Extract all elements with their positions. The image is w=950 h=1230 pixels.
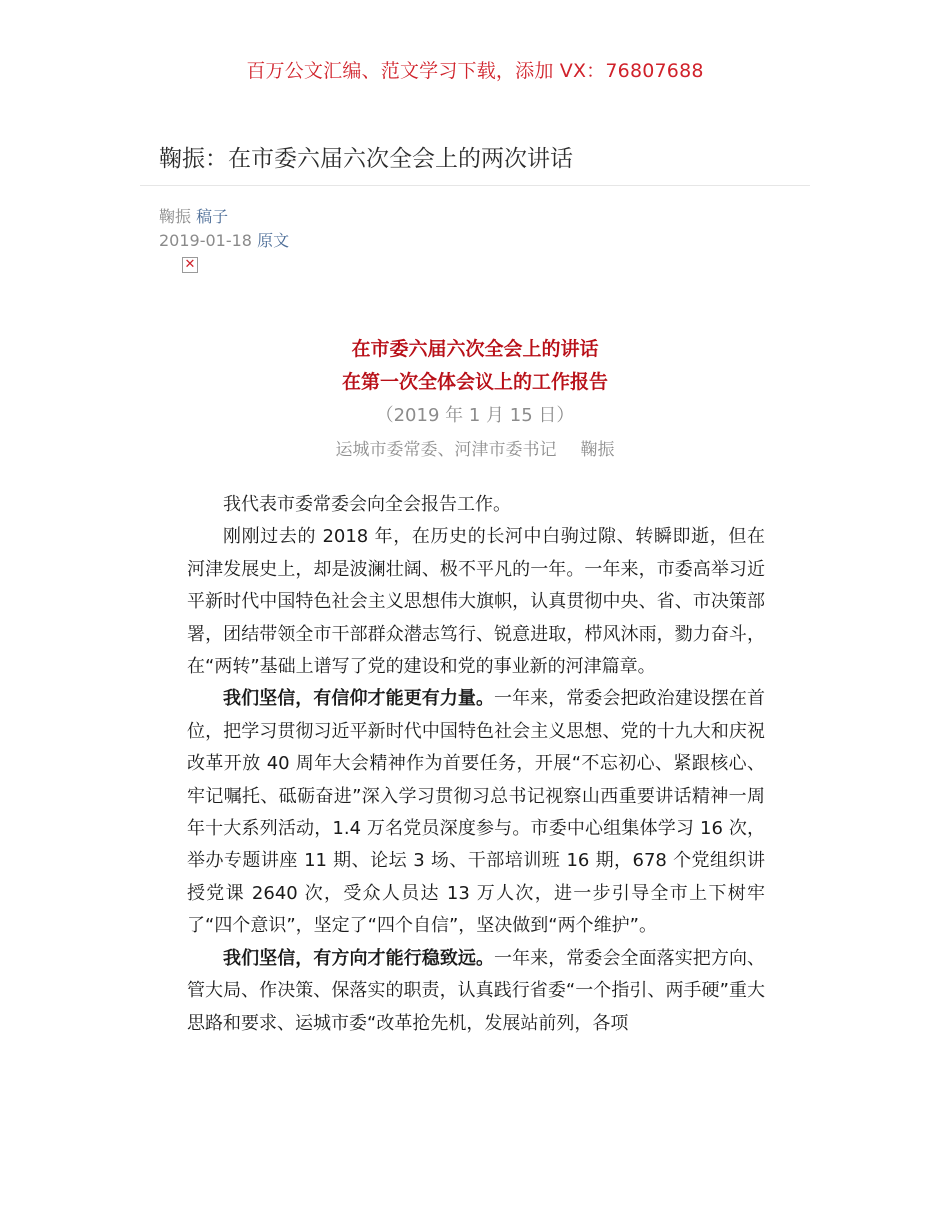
paragraph-3-text: 一年来，常委会把政治建设摆在首位，把学习贯彻习近平新时代中国特色社会主义思想、党的十九大和庆祝改革开放 40 周年大会精神作为首要任务，开展“不忘初心、紧跟核心、牢记嘱托、砥砺奋进”深入学习贯彻习总书记视察山西重要讲话精神一周年十大系列活动，1.4 万名党员深度参与。市委中心组集体学习 16 次，举办专题讲座 11 期、论坛 3 场、干部培训班 16 期，678 个党组织讲授党课 2640 次，受众人员达 13 万人次，进一步引导全市上下树牢了“四个意识”，坚定了“四个自信”，坚决做到“两个维护”。 — [187, 688, 766, 937]
source-link[interactable]: 稿子 — [196, 207, 229, 226]
author-name: 鞠振 — [159, 207, 192, 226]
speech-date: （2019 年 1 月 15 日） — [375, 405, 575, 426]
original-link[interactable]: 原文 — [257, 231, 290, 250]
article-meta-author — [159, 204, 228, 227]
speech-title-line1: 在市委六届六次全会上的讲话 — [351, 338, 599, 360]
paragraph-4-text: 一年来，常委会全面落实把方向、管大局、作决策、保落实的职责，认真践行省委“一个指引、两手硬”重大思路和要求、运城市委“改革抢先机，发展站前列，各项 — [187, 947, 766, 1034]
paragraph-2: 刚刚过去的 2018 年，在历史的长河中白驹过隙、转瞬即逝，但在河津发展史上，却是波澜壮阔、极不平凡的一年。一年来，市委高举习近平新时代中国特色社会主义思想伟大旗帜，认真贯彻中央、省、市决策部署，团结带领全市干部群众潜志笃行、锐意进取，栉风沐雨，勠力奋斗，在“两转”基础上谱写了党的建设和党的事业新的河津篇章。 — [187, 526, 765, 678]
paragraph-4 — [187, 943, 765, 1040]
speech-author-name: 鞠振 — [580, 440, 615, 460]
paragraph-4-lead: 我们坚信，有方向才能行稳致远。 — [223, 947, 495, 969]
title-divider — [140, 185, 810, 186]
promo-banner: 百万公文汇编、范文学习下载，添加 VX：76807688 — [246, 60, 704, 82]
article-meta-date — [159, 228, 289, 251]
speech-body — [187, 489, 765, 1040]
paragraph-3-lead: 我们坚信，有信仰才能更有力量。 — [223, 688, 495, 710]
speech-author — [0, 433, 950, 467]
speech-author-title: 运城市委常委、河津市委书记 — [335, 440, 557, 460]
speech-header — [0, 333, 950, 467]
publish-date: 2019-01-18 — [159, 231, 252, 250]
speech-title-line2: 在第一次全体会议上的工作报告 — [341, 371, 608, 393]
article-title: 鞠振：在市委六届六次全会上的两次讲话 — [159, 146, 573, 172]
paragraph-1: 我代表市委常委会向全会报告工作。 — [223, 494, 511, 515]
broken-image-icon: ✕ — [182, 257, 198, 273]
paragraph-3 — [187, 683, 765, 942]
